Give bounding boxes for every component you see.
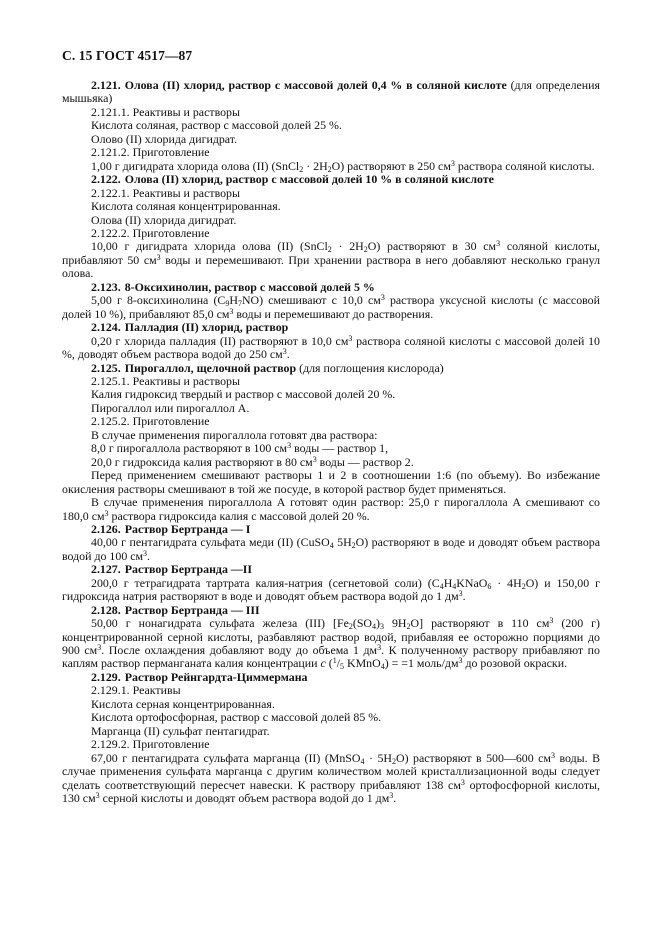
subsection-heading: 2.129.1. Реактивы: [91, 683, 181, 698]
subsection-heading: 2.125.1. Реактивы и растворы: [91, 373, 240, 388]
preparation-text: 20,0 г гидроксида калия растворяют в 80 $см^3$ воды — раствор 2.: [91, 454, 414, 469]
section-2-121-heading: [62, 79, 600, 106]
reagent-item: Пирогаллол или пирогаллол А.: [91, 400, 250, 415]
section-2-123-heading: [62, 281, 600, 294]
section-2-129-heading: [62, 671, 600, 684]
section-number: 2.128.: [91, 602, 121, 617]
reagent-item: Кислота серная концентрированная.: [91, 696, 275, 711]
section-2-124-heading: [62, 321, 600, 334]
section-note: (для определения мышьяка): [62, 78, 600, 106]
section-number: 2.129.: [91, 669, 121, 684]
preparation-text: 67,00 г пентагидрата сульфата марганца (II) (MnSO$_4$ · $5H_2O$) растворяют в 500—600 $см^3$ воды. В случае применения сульфата марганца с другим количеством молей кристаллизационной воды следует сделать соответствующий пересчет навески. К раствору прибавляют 138 $см^3$ ортофосфорной кислоты, 130 $см^3$ серной кислоты и доводят объем раствора водой до 1 $дм^3$.: [62, 750, 601, 806]
subsection-heading: 2.121.1. Реактивы и растворы: [91, 104, 240, 119]
section-number: 2.123.: [91, 279, 121, 294]
page-header: С. 15 ГОСТ 4517—87: [62, 48, 193, 63]
preparation-text: 50,00 г нонагидрата сульфата железа (III) [$Fe_2(SO_4)_3$ $9H_2O$] растворяют в 110 $см^3$ (200 г) концентрированной серной кислоты, разбавляют раствор водой, прибавляя ее осторожно порциями до 900 $см^3$. После охлаждения добавляют воду до объема 1 $дм^3$. К полученному раствору прибавляют по каплям раствор перманганата калия концентрации c ($^1/_5$ KMnO$_4$) = =1 моль/$дм^3$ до розовой окраски.: [62, 616, 600, 672]
section-2-128-heading: [62, 604, 600, 617]
section-title: Раствор Бертранда — III: [124, 602, 260, 617]
section-title: Олова (II) хлорид, раствор с массовой долей 0,4 % в соляной кислоте: [124, 78, 507, 92]
section-note: (для поглощения кислорода): [299, 360, 444, 375]
preparation-text: 200,0 г тетрагидрата тартрата калия-натрия (сегнетовой соли) $(C_4H_4KNaO_6 \cdot 4H_2O)$ и 150,00 г гидроксида натрия растворяют в воде и доводят объем раствора водой до 1 $дм^3$.: [62, 575, 601, 604]
reagent-item: Марганца (II) сульфат пентагидрат.: [91, 723, 270, 738]
section-number: 2.127.: [91, 562, 121, 577]
reagent-item: Олово (II) хлорида дигидрат.: [91, 131, 238, 146]
preparation-text: 1,00 г дигидрата хлорида олова (II) (SnCl$_2$ · $2H_2O$) растворяют в 250 $см^3$ раствора соляной кислоты.: [91, 158, 595, 174]
preparation-text: Перед применением смешивают растворы 1 и 2 в соотношении 1:6 (по объему). Во избежание окисления растворы смешивают в той же посуде, в которой раствор будет применяться.: [62, 468, 600, 496]
preparation-text: В случае применения пирогаллола А готовят один раствор: 25,0 г пирогаллола А смешивают со 180,0 $см^3$ раствора гидроксида калия с массовой долей 20 %.: [62, 495, 600, 523]
reagent-item: Кислота соляная, раствор с массовой долей 25 %.: [91, 118, 342, 133]
subsection-heading: 2.125.2. Приготовление: [91, 414, 210, 429]
reagent-item: Олова (II) хлорида дигидрат.: [91, 212, 237, 227]
section-2-122-heading: [62, 173, 600, 186]
section-2-125-heading: [62, 362, 600, 375]
preparation-text: 40,00 г пентагидрата сульфата меди (II) (CuSO$_4$ $5H_2O$) растворяют в воде и доводят объем раствора водой до 100 $см^3$.: [62, 535, 600, 563]
section-number: 2.121.: [91, 78, 121, 92]
subsection-heading: 2.122.1. Реактивы и растворы: [91, 185, 240, 200]
reagent-item: Кислота соляная концентрированная.: [91, 199, 281, 214]
preparation-text: В случае применения пирогаллола готовят два раствора:: [91, 427, 378, 442]
subsection-heading: 2.129.2. Приготовление: [91, 737, 210, 752]
section-title: Палладия (II) хлорид, раствор: [124, 320, 289, 335]
section-title: Раствор Бертранда — I: [124, 521, 251, 536]
preparation-text: 5,00 г 8-оксихинолина $(C_9H_7NO)$ смешивают с 10,0 $см^3$ раствора уксусной кислоты (с массовой долей 10 %), прибавляют 85,0 $см^3$ воды и перемешивают до растворения.: [62, 293, 600, 321]
section-title: Пирогаллол, щелочной раствор: [124, 360, 297, 375]
section-title: Раствор Бертранда —II: [124, 562, 253, 577]
preparation-text: 10,00 г дигидрата хлорида олова (II) (SnCl$_2$ · $2H_2O$) растворяют в 30 $см^3$ соляной кислоты, прибавляют 50 $см^3$ воды и перемешивают. При хранении раствора в него добавляют несколько гранул олова.: [62, 239, 600, 281]
section-number: 2.126.: [91, 521, 121, 536]
subsection-heading: 2.122.2. Приготовление: [91, 225, 210, 240]
preparation-text: 0,20 г хлорида палладия (II) растворяют в 10,0 $см^3$ раствора соляной кислоты с массовой долей 10 %, доводят объем раствора водой до 250 $см^3$.: [62, 333, 600, 362]
reagent-item: Калия гидроксид твердый и раствор с массовой долей 20 %.: [91, 387, 396, 402]
section-number: 2.124.: [91, 320, 121, 335]
section-2-126-heading: [62, 523, 600, 536]
section-number: 2.122.: [91, 172, 121, 187]
section-title: 8-Оксихинолин, раствор с массовой долей 5 %: [124, 279, 375, 294]
section-2-127-heading: [62, 563, 600, 576]
subsection-heading: 2.121.2. Приготовление: [91, 145, 210, 160]
document-body: [62, 79, 600, 805]
section-title: Раствор Рейнгардта-Циммермана: [124, 669, 308, 684]
section-number: 2.125.: [91, 360, 121, 375]
preparation-text: 8,0 г пирогаллола растворяют в 100 $см^3$ воды — раствор 1,: [91, 441, 389, 456]
reagent-item: Кислота ортофосфорная, раствор с массовой долей 85 %.: [91, 710, 382, 725]
section-title: Олова (II) хлорид, раствор с массовой долей 10 % в соляной кислоте: [124, 172, 494, 187]
